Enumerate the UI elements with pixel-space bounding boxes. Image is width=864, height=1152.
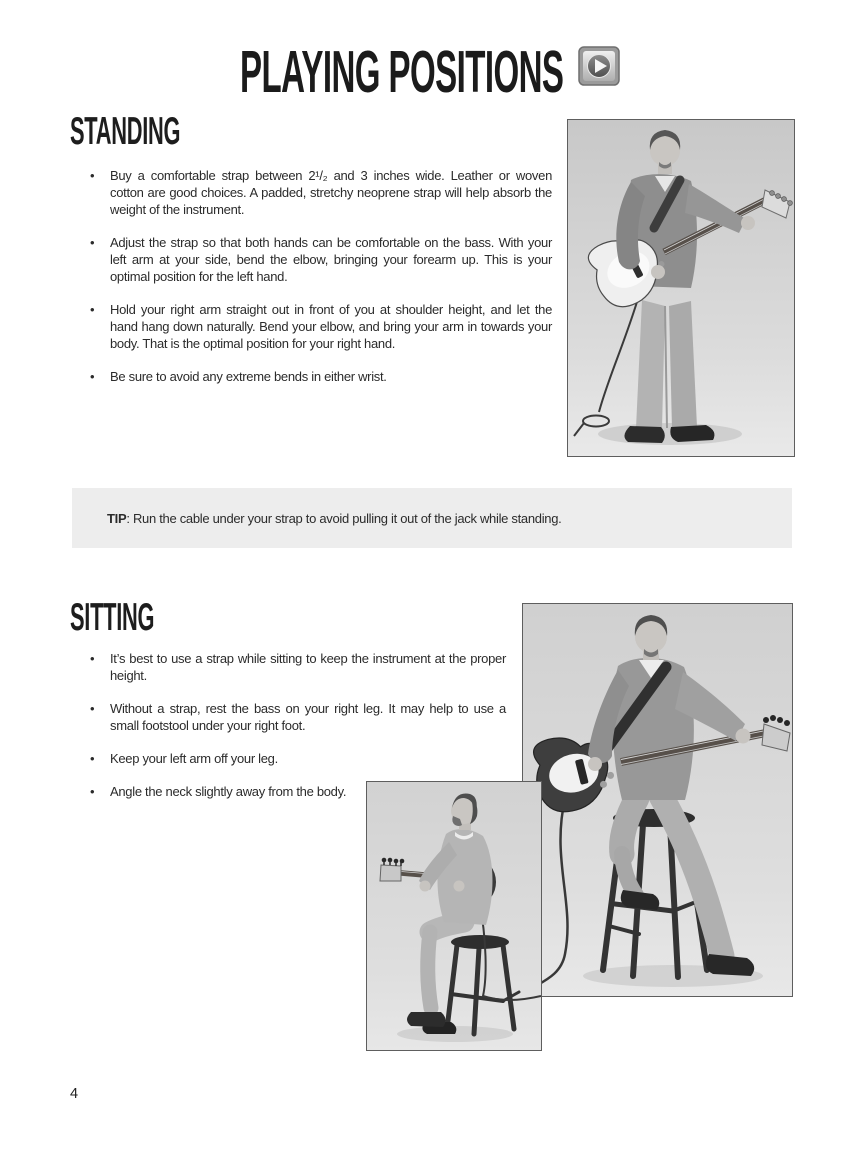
bullet-text: Adjust the strap so that both hands can be comfortable on the bass. With your left arm at your side, bend the elbow, bringing your forearm up. This is your optimal position for the left hand. bbox=[110, 235, 552, 284]
tip-label: TIP bbox=[107, 510, 127, 526]
video-play-icon bbox=[578, 46, 620, 91]
sitting-photo-large-graphic bbox=[523, 604, 792, 996]
bullet-marker: • bbox=[90, 168, 95, 183]
bullet-marker: • bbox=[90, 701, 95, 716]
standing-heading: STANDING bbox=[70, 110, 181, 153]
page-number: 4 bbox=[70, 1086, 79, 1102]
sitting-photo-small-graphic bbox=[367, 782, 541, 1050]
sitting-photo-small bbox=[366, 781, 542, 1051]
standing-photo bbox=[567, 119, 795, 457]
bullet-marker: • bbox=[90, 302, 95, 317]
list-item bbox=[88, 368, 552, 385]
sitting-photo-large bbox=[522, 603, 793, 997]
bullet-text: Angle the neck slightly away from the body. bbox=[110, 784, 347, 799]
list-item bbox=[88, 234, 552, 285]
list-item bbox=[88, 650, 506, 684]
tip-body: : Run the cable under your strap to avoid pulling it out of the jack while standing. bbox=[126, 510, 562, 526]
bullet-marker: • bbox=[90, 651, 95, 666]
bullet-text: Be sure to avoid any extreme bends in either wrist. bbox=[110, 369, 387, 384]
video-play-icon-graphic bbox=[578, 46, 620, 86]
bullet-marker: • bbox=[90, 369, 95, 384]
bullet-text: Without a strap, rest the bass on your right leg. It may help to use a small footstool under your right foot. bbox=[110, 701, 506, 733]
standing-bullet-list bbox=[88, 167, 552, 401]
tip-text bbox=[107, 511, 561, 526]
bullet-text: Keep your left arm off your leg. bbox=[110, 751, 278, 766]
bullet-text: It’s best to use a strap while sitting to keep the instrument at the proper height. bbox=[110, 651, 506, 683]
sitting-heading: SITTING bbox=[70, 596, 155, 639]
bullet-text: Hold your right arm straight out in front of you at shoulder height, and let the hand hang down naturally. Bend your elbow, and bring your arm in towards your body. That is the optimal position for your right hand. bbox=[110, 302, 552, 351]
list-item bbox=[88, 301, 552, 352]
bullet-marker: • bbox=[90, 751, 95, 766]
list-item bbox=[88, 750, 506, 767]
bullet-marker: • bbox=[90, 784, 95, 799]
standing-photo-graphic bbox=[568, 120, 794, 456]
bullet-text: Buy a comfortable strap between 2¹/₂ and 3 inches wide. Leather or woven cotton are good choices. A padded, stretchy neoprene strap will help absorb the weight of the instrument. bbox=[110, 168, 552, 217]
tip-box bbox=[72, 488, 792, 548]
page-title: PLAYING POSITIONS bbox=[240, 39, 564, 105]
list-item bbox=[88, 167, 552, 218]
bullet-marker: • bbox=[90, 235, 95, 250]
list-item bbox=[88, 700, 506, 734]
stool-seat bbox=[451, 935, 509, 949]
